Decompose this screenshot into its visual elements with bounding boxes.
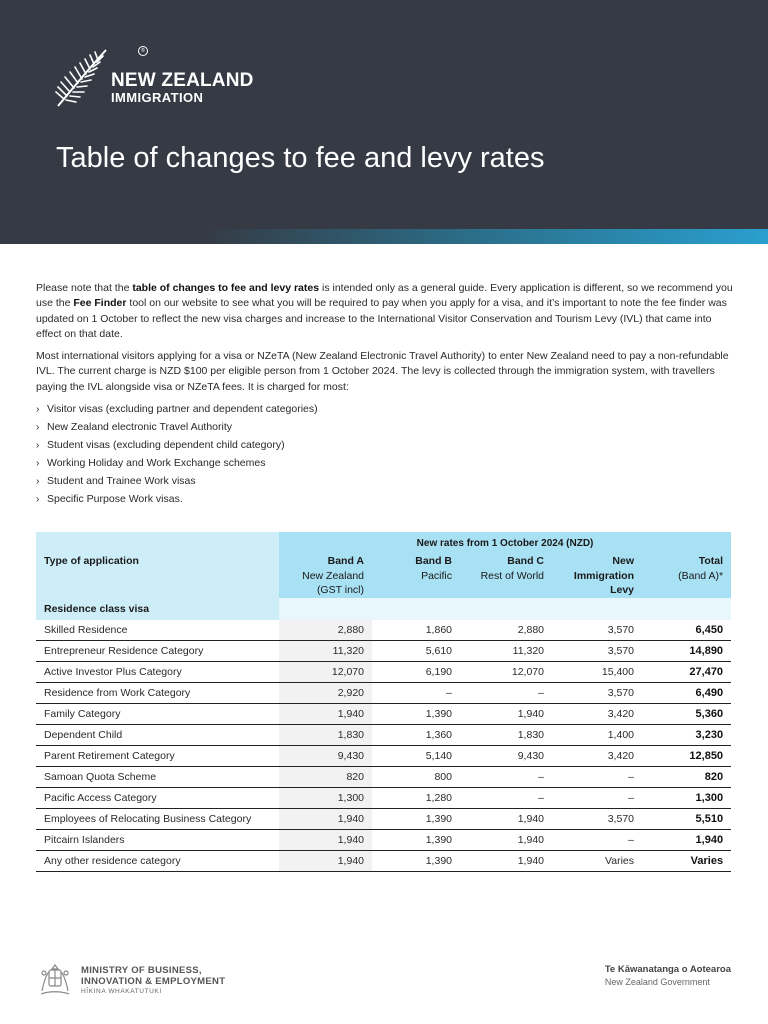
cell-b: 1,390 (372, 704, 460, 725)
intro-paragraph-2: Most international visitors applying for a visa or NZeTA (New Zealand Electronic Travel Authority) to enter New Zealand need to pay a non-refundable IVL. The current charge is NZD $100 per eligible person from 1 October 2024. The levy is collected through the immigration system, with travellers paying the IVL alongside visa or NZeTA fees. It is charged for most: (36, 350, 729, 393)
cell-levy: 3,570 (552, 683, 642, 704)
col-header-text: New Zealand (302, 569, 364, 582)
cell-c: 12,070 (460, 662, 552, 683)
row-name-cell: Pacific Access Category (36, 788, 279, 809)
intro-paragraph-1 (36, 281, 736, 342)
cell-c: – (460, 767, 552, 788)
section-title: Residence class visa (36, 598, 279, 620)
col-header-band-c (460, 554, 552, 598)
row-name-cell: Skilled Residence (36, 620, 279, 641)
list-item (36, 492, 736, 510)
cell-c: 2,880 (460, 620, 552, 641)
silver-fern-icon (54, 46, 110, 110)
page-title: Table of changes to fee and levy rates (56, 142, 545, 174)
cell-b: 1,390 (372, 809, 460, 830)
logo-wordmark-line2: IMMIGRATION (111, 90, 204, 105)
row-name-cell: Active Investor Plus Category (36, 662, 279, 683)
fee-finder-link[interactable]: Fee Finder (73, 297, 127, 310)
table-header-row (36, 554, 731, 598)
cell-c: 9,430 (460, 746, 552, 767)
gov-line1: Te Kāwanatanga o Aotearoa (604, 964, 731, 975)
list-item (36, 402, 736, 420)
section-fill (279, 598, 731, 620)
chevron-right-icon: › (36, 404, 40, 416)
cell-total: 820 (642, 767, 731, 788)
table-row (36, 641, 731, 662)
cell-b: 1,360 (372, 725, 460, 746)
cell-levy: 3,570 (552, 620, 642, 641)
intro-bold-table-name: table of changes to fee and levy rates (132, 282, 320, 294)
list-item (36, 474, 736, 492)
registered-mark-icon: ® (138, 46, 148, 56)
list-item-text: Student visas (excluding dependent child category) (47, 439, 285, 452)
col-header-text: Band C (507, 555, 544, 567)
list-item-text: Working Holiday and Work Exchange schemes (47, 457, 266, 470)
section-header-row (36, 598, 731, 620)
col-header-band-b (372, 554, 460, 598)
col-header-text: Immigration (573, 569, 634, 582)
cell-a: 1,300 (279, 788, 372, 809)
cell-a: 1,940 (279, 704, 372, 725)
col-header-total (642, 554, 731, 598)
fee-table (36, 532, 731, 872)
cell-b: 6,190 (372, 662, 460, 683)
hero-banner (0, 0, 768, 244)
chevron-right-icon: › (36, 476, 40, 488)
cell-total: 27,470 (642, 662, 731, 683)
cell-b: 1,280 (372, 788, 460, 809)
gov-line2: New Zealand Government (604, 977, 710, 987)
row-name-cell: Parent Retirement Category (36, 746, 279, 767)
nz-coat-of-arms-icon (36, 961, 74, 999)
cell-b: 1,390 (372, 830, 460, 851)
col-header-text: Total (698, 555, 724, 567)
col-header-text: (Band A)* (678, 569, 724, 582)
chevron-right-icon: › (36, 422, 40, 434)
cell-c: – (460, 788, 552, 809)
list-item-text: Visitor visas (excluding partner and dependent categories) (47, 403, 318, 416)
cell-total: 6,490 (642, 683, 731, 704)
logo-wordmark-line1: NEW ZEALAND (111, 70, 254, 91)
header-blank-cell (36, 532, 279, 554)
cell-a: 1,940 (279, 830, 372, 851)
col-header-text: Band B (415, 555, 452, 567)
cell-a: 12,070 (279, 662, 372, 683)
table-row (36, 851, 731, 872)
mbie-footer-logo (36, 961, 296, 999)
cell-total: 14,890 (642, 641, 731, 662)
cell-b: 5,140 (372, 746, 460, 767)
table-header-group-row (36, 532, 731, 554)
col-header-text: Rest of World (480, 569, 544, 582)
row-name-cell: Samoan Quota Scheme (36, 767, 279, 788)
cell-levy: – (552, 788, 642, 809)
cell-levy: Varies (552, 851, 642, 872)
table-row (36, 662, 731, 683)
row-name-cell: Entrepreneur Residence Category (36, 641, 279, 662)
cell-c: 1,830 (460, 725, 552, 746)
row-name-cell: Dependent Child (36, 725, 279, 746)
row-name-cell: Family Category (36, 704, 279, 725)
mbie-line2: INNOVATION & EMPLOYMENT (81, 976, 226, 987)
cell-total: Varies (642, 851, 731, 872)
chevron-right-icon: › (36, 440, 40, 452)
cell-c: 1,940 (460, 830, 552, 851)
table-row (36, 830, 731, 851)
cell-levy: 3,420 (552, 704, 642, 725)
cell-levy: 3,570 (552, 809, 642, 830)
chevron-right-icon: › (36, 458, 40, 470)
cell-levy: 1,400 (552, 725, 642, 746)
list-item-text: Student and Trainee Work visas (47, 475, 196, 488)
list-item (36, 456, 736, 474)
list-item (36, 438, 736, 456)
table-row (36, 788, 731, 809)
new-rates-header: New rates from 1 October 2024 (NZD) (279, 532, 731, 554)
cell-levy: 15,400 (552, 662, 642, 683)
ivl-bullet-list (36, 402, 736, 510)
cell-total: 1,940 (642, 830, 731, 851)
cell-levy: 3,420 (552, 746, 642, 767)
intro-text-span: is intended only as a general guide. Every application is different, so we recommend you use the (36, 282, 733, 310)
chevron-right-icon: › (36, 494, 40, 506)
cell-levy: – (552, 830, 642, 851)
cell-c: 11,320 (460, 641, 552, 662)
col-header-levy (552, 554, 642, 598)
cell-b: – (372, 683, 460, 704)
cell-c: – (460, 683, 552, 704)
cell-c: 1,940 (460, 704, 552, 725)
cell-total: 5,360 (642, 704, 731, 725)
intro-text (36, 281, 736, 510)
cell-c: 1,940 (460, 851, 552, 872)
cell-a: 2,880 (279, 620, 372, 641)
col-header-text: New (612, 555, 634, 567)
table-row (36, 746, 731, 767)
cell-total: 6,450 (642, 620, 731, 641)
cell-a: 820 (279, 767, 372, 788)
table-row (36, 620, 731, 641)
cell-b: 1,390 (372, 851, 460, 872)
col-header-text: Levy (610, 584, 634, 596)
mbie-line3: HĪKINA WHAKATUTUKI (81, 988, 162, 995)
table-row (36, 725, 731, 746)
row-name-cell: Pitcairn Islanders (36, 830, 279, 851)
cell-total: 5,510 (642, 809, 731, 830)
list-item (36, 420, 736, 438)
table-row (36, 704, 731, 725)
hero-gradient-strip (0, 229, 768, 244)
cell-a: 9,430 (279, 746, 372, 767)
row-name-cell: Employees of Relocating Business Category (36, 809, 279, 830)
list-item-text: New Zealand electronic Travel Authority (47, 421, 233, 434)
cell-levy: 3,570 (552, 641, 642, 662)
row-name-cell: Residence from Work Category (36, 683, 279, 704)
cell-c: 1,940 (460, 809, 552, 830)
cell-total: 1,300 (642, 788, 731, 809)
intro-text-span: Please note that the (36, 282, 133, 294)
nz-government-logo (605, 964, 731, 987)
mbie-line1: MINISTRY OF BUSINESS, (81, 965, 202, 976)
nz-immigration-logo[interactable] (54, 46, 284, 110)
cell-b: 1,860 (372, 620, 460, 641)
cell-b: 5,610 (372, 641, 460, 662)
row-name-cell: Any other residence category (36, 851, 279, 872)
table-row (36, 809, 731, 830)
col-header-text: (GST incl) (316, 584, 364, 596)
table-row (36, 767, 731, 788)
cell-a: 11,320 (279, 641, 372, 662)
cell-levy: – (552, 767, 642, 788)
cell-a: 1,940 (279, 851, 372, 872)
cell-total: 3,230 (642, 725, 731, 746)
col-header-text: Pacific (421, 569, 452, 582)
col-header-text: Band A (327, 555, 364, 567)
cell-b: 800 (372, 767, 460, 788)
table-row (36, 683, 731, 704)
cell-a: 1,830 (279, 725, 372, 746)
cell-a: 1,940 (279, 809, 372, 830)
col-header-type: Type of application (36, 554, 279, 598)
intro-text-span: tool on our website to see what you will be required to pay when you apply for a visa, and it’s important to note the fee finder was updated on 1 October to reflect the new visa charges and increase to the International Visitor Conservation and Tourism Levy (IVL) that came into effect on that date. (36, 297, 727, 340)
cell-total: 12,850 (642, 746, 731, 767)
cell-a: 2,920 (279, 683, 372, 704)
col-header-band-a (279, 554, 372, 598)
list-item-text: Specific Purpose Work visas. (47, 493, 183, 506)
